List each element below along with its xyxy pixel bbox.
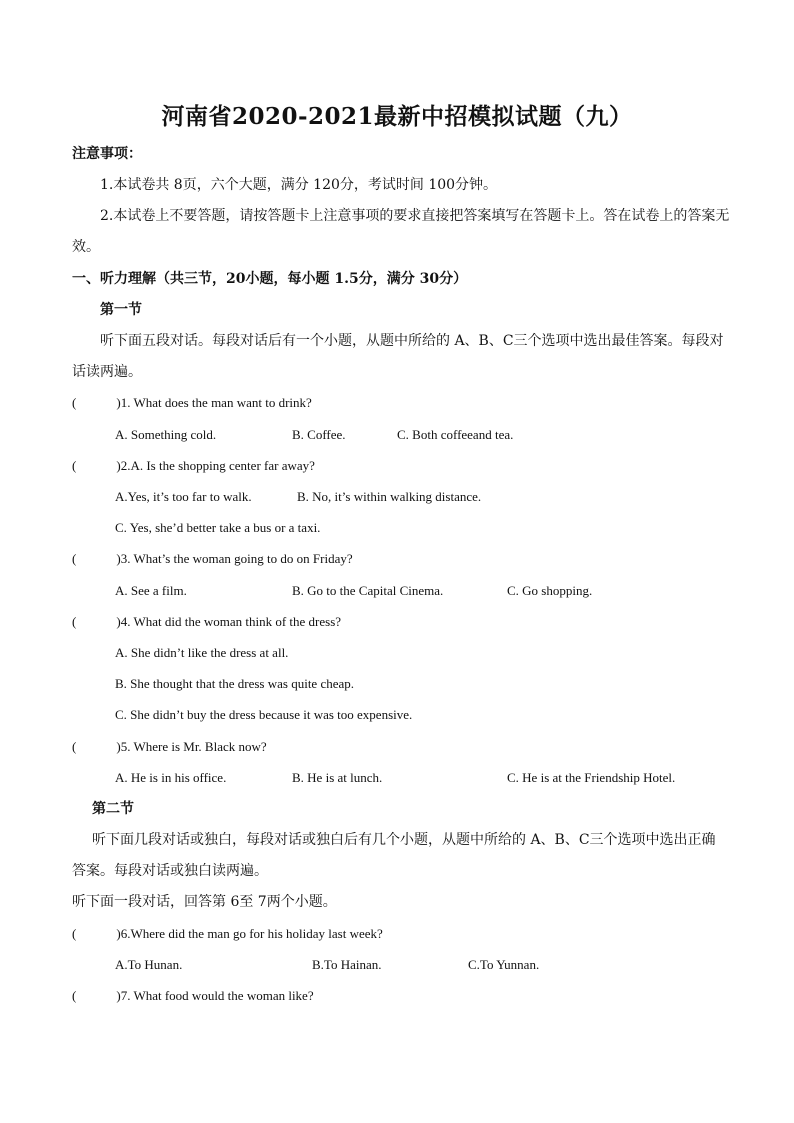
answer-blank-close: )	[116, 458, 121, 473]
option-a: A. She didn’t like the dress at all.	[115, 645, 289, 660]
answer-blank-open: (	[72, 739, 77, 754]
part2-label: 第二节	[92, 801, 134, 817]
notice-item-1: 1.本试卷共 8页，六个大题，满分 120分，考试时间 100分钟。	[100, 177, 498, 193]
option-a: A.Yes, it’s too far to walk.	[115, 489, 252, 504]
option-c: C.To Yunnan.	[468, 957, 540, 972]
question-4	[72, 613, 341, 631]
question-text: 7. What food would the woman like?	[120, 988, 314, 1003]
question-text: 2.A. Is the shopping center far away?	[120, 458, 315, 473]
answer-blank-close: )	[116, 739, 121, 754]
part2-sub-instruction: 听下面一段对话，回答第 6至 7两个小题。	[72, 894, 337, 910]
part2-instructions-cont: 答案。每段对话或独白读两遍。	[72, 863, 268, 879]
part1-instructions: 听下面五段对话。每段对话后有一个小题，从题中所给的 A、B、C三个选项中选出最佳答案。每段对	[100, 333, 724, 349]
answer-blank-open: (	[72, 614, 77, 629]
option-b: B. Coffee.	[292, 427, 346, 442]
answer-blank-close: )	[116, 551, 121, 566]
option-b: B. Go to the Capital Cinema.	[292, 583, 444, 598]
option-c: C. He is at the Friendship Hotel.	[507, 770, 676, 785]
part2-instructions: 听下面几段对话或独白，每段对话或独白后有几个小题，从题中所给的 A、B、C三个选项中选出正确	[92, 832, 716, 848]
answer-blank-close: )	[116, 614, 121, 629]
answer-blank-open: (	[72, 551, 77, 566]
notice-heading: 注意事项：	[72, 146, 142, 162]
option-a: A. See a film.	[115, 583, 187, 598]
section-heading: 一、听力理解（共三节，20小题，每小题 1.5分，满分 30分）	[72, 271, 468, 287]
question-text: 6.Where did the man go for his holiday last week?	[120, 926, 383, 941]
notice-item-2: 2.本试卷上不要答题，请按答题卡上注意事项的要求直接把答案填写在答题卡上。答在试卷上的答案无	[100, 208, 730, 224]
question-2	[72, 457, 315, 475]
option-b: B.To Hainan.	[312, 957, 382, 972]
option-c: C. Yes, she’d better take a bus or a taxi.	[115, 520, 321, 535]
notice-item-2-cont: 效。	[72, 239, 100, 255]
answer-blank-close: )	[116, 926, 121, 941]
part1-instructions-cont: 话读两遍。	[72, 364, 142, 380]
question-text: 1. What does the man want to drink?	[120, 395, 312, 410]
question-1	[72, 394, 312, 412]
question-6	[72, 925, 383, 943]
question-3	[72, 550, 353, 568]
answer-blank-open: (	[72, 988, 77, 1003]
option-b: B. She thought that the dress was quite cheap.	[115, 676, 355, 691]
answer-blank-open: (	[72, 458, 77, 473]
answer-blank-open: (	[72, 395, 77, 410]
answer-blank-close: )	[116, 988, 121, 1003]
question-text: 4. What did the woman think of the dress?	[120, 614, 342, 629]
question-text: 5. Where is Mr. Black now?	[120, 739, 267, 754]
option-c: C. Go shopping.	[507, 583, 593, 598]
option-a: A. Something cold.	[115, 427, 217, 442]
answer-blank-close: )	[116, 395, 121, 410]
answer-blank-open: (	[72, 926, 77, 941]
option-c: C. She didn’t buy the dress because it was too expensive.	[115, 707, 413, 722]
option-c: C. Both coffeeand tea.	[397, 427, 514, 442]
part1-label: 第一节	[100, 302, 142, 318]
question-5	[72, 738, 267, 756]
option-b: B. No, it’s within walking distance.	[297, 489, 482, 504]
question-text: 3. What’s the woman going to do on Friday?	[120, 551, 353, 566]
page-title: 河南省2020-2021最新中招模拟试题（九）	[161, 103, 633, 130]
option-b: B. He is at lunch.	[292, 770, 383, 785]
question-7	[72, 987, 314, 1005]
option-a: A.To Hunan.	[115, 957, 183, 972]
option-a: A. He is in his office.	[115, 770, 227, 785]
